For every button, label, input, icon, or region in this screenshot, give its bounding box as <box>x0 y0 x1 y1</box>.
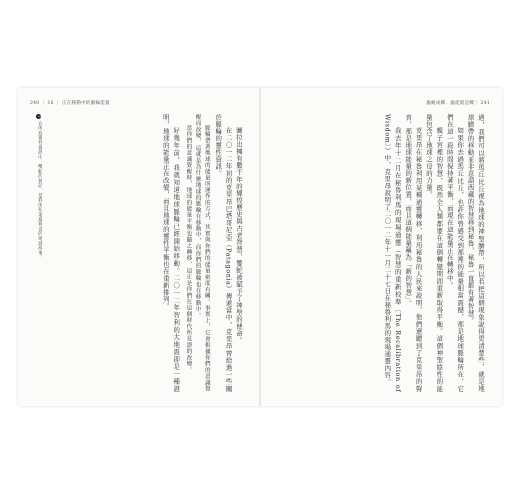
left-footnote <box>22 114 42 392</box>
left-quote-block <box>181 114 213 392</box>
left-paragraph-2: 在二〇一二年初的克里昂巴塔哥尼亞（Patagonia）傳遞當中，克里昂曾給過一些關於脈輪的靈性資訊。 <box>214 114 233 392</box>
left-footnote-text: 在所有靈性資訊中，雙蛇的神話，是我所知道最神奇的地球故事。 <box>37 120 42 260</box>
right-page <box>260 88 502 406</box>
right-paragraph-1: 過，我們可以將馬丘比丘視為地球的神聖臍帶，所以若把這個現象說得更清楚些，就是地球臍帶的移動並非意謂西藏的智慧移到秘魯，秘魯一直都有著智慧。 <box>466 114 485 392</box>
left-page <box>18 88 260 406</box>
left-paragraph-3: 好幾年前，我就知道地球脈輪已經開始移動。二〇一二年智利的大地震即是一種證明，地球的能量正在改變，而且地球的靈性平衡也在重新排列。 <box>161 114 181 392</box>
right-paragraph-3: 親子宮裡的智慧，既然全人類都要在這個轉變期間重新取得平衡。這個神聖陰性的能量包含了地球之母的力量。 <box>424 114 444 392</box>
left-page-header: 240 ｜ 16 ｜ 正在移動中的脈輪能量 <box>30 101 110 106</box>
right-page-body <box>276 114 486 392</box>
left-quote-2: 當你們的意識覺醒時，地球的能量平衡也隨之轉移，這正是你們在這個時代所見證的改變。 <box>185 125 192 374</box>
footnote-marker-icon: 1 <box>37 115 41 118</box>
left-quote-1: 脈輪帶著地球的能量所運作的方式，其實與你們的能量密度有關。事實上，它會根據你們的意識覺醒而改變，這就是為什麼地球的脈輪在移動中，而你們的脈輪也在移動中。 <box>194 114 210 392</box>
right-page-header: 蟲蛻成蝶．蟲從就是蝶｜ 241 <box>426 101 490 106</box>
book-spread <box>18 88 502 406</box>
left-paragraph-1: 圖拉出擁有數千年的輝煌歷史與古老智慧，雙蛇被賦予了神聖的使命。 <box>235 126 243 344</box>
right-paragraph-5: 我去年十二月在秘魯利馬的現場通靈（智慧的重新校準〔The Recalibration of Wisdom〕）中，克里昂說明了二〇一二年十一月二十七日在秘魯利馬的現場通靈內容。 <box>383 114 402 392</box>
left-page-body <box>34 114 244 392</box>
right-paragraph-2: 如果你去過馬丘比丘，也許你曾感受到那裡的能量相當震撼，那是地球脈輪所在，它們在這一段時間保持著平衡，而現在這能量正在轉移中。 <box>445 114 465 392</box>
right-paragraph-4: 克里昂在秘魯利用某種通靈轉移，利用秘魯的人民來說明，他們還聽到了克里昂的聲音，那是地球能量的新位置，而且這個能量稱為「新的智慧」。 <box>404 114 423 392</box>
